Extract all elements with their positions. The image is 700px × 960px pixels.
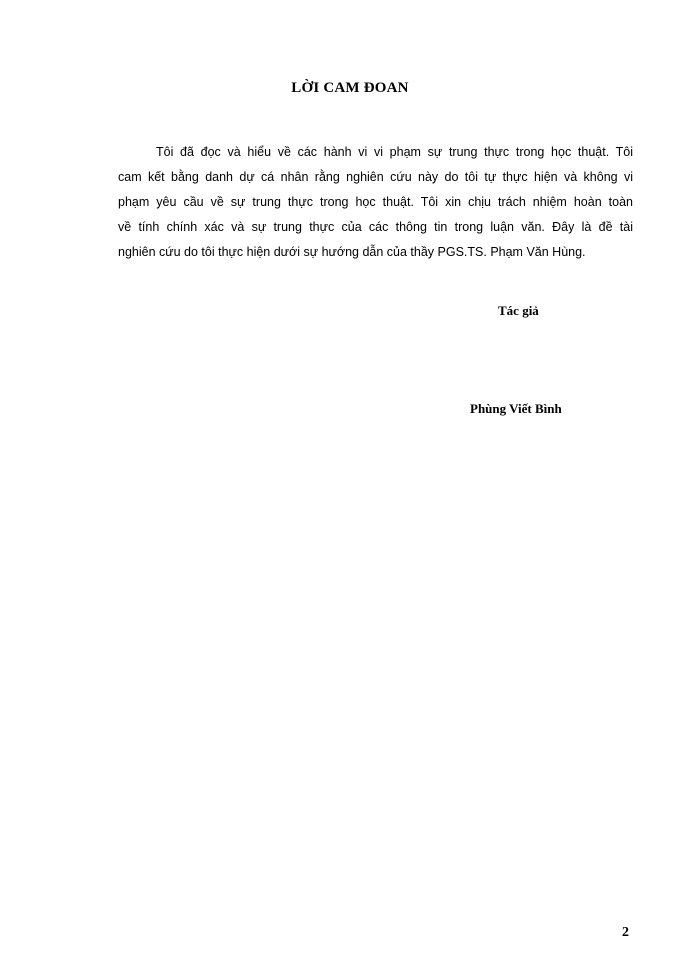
paragraph-line-1: Tôi đã đọc và hiểu về các hành vi vi phạm sự trung thực trong học thuật. Tôi: [156, 145, 633, 159]
paragraph-line-5: nghiên cứu do tôi thực hiện dưới sự hướng dẫn của thầy PGS.TS. Phạm Văn Hùng.: [118, 245, 586, 259]
paragraph-line-4: về tính chính xác và sự trung thực của các thông tin trong luận văn. Đây là đề tài: [118, 220, 633, 234]
page-number: 2: [622, 925, 629, 940]
paragraph-line-3: phạm yêu cầu về sự trung thực trong học thuật. Tôi xin chịu trách nhiệm hoàn toàn: [118, 195, 633, 209]
declaration-paragraph: [118, 140, 633, 265]
author-role-label: Tác giả: [498, 303, 539, 318]
page-title: LỜI CAM ĐOAN: [291, 80, 409, 96]
author-name: Phùng Viết Bình: [470, 401, 562, 416]
paragraph-line-2: cam kết bằng danh dự cá nhân rằng nghiên cứu này do tôi tự thực hiện và không vi: [118, 170, 633, 184]
